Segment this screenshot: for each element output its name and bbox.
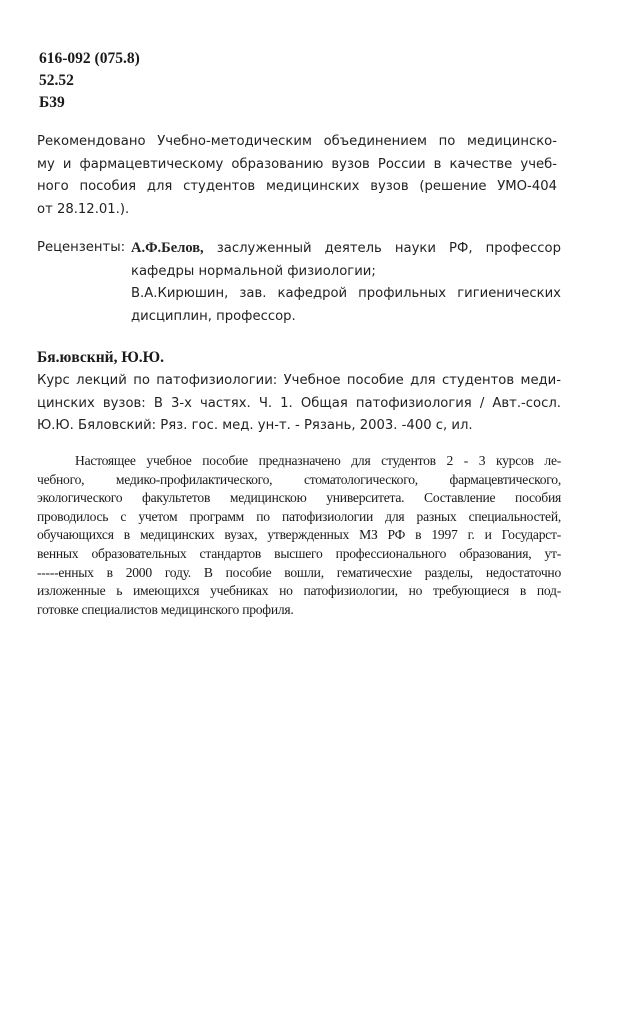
reviewer-1-desc-cont: кафедры нормальной физиологии; [131,263,376,279]
recommendation-paragraph [37,131,557,221]
reviewers-block [37,237,561,328]
udc-code: 616-092 (075.8) [39,50,140,67]
udc-classification [39,48,140,114]
recommendation-line: Рекомендовано Учебно-методическим объединением по медицинско- [37,134,557,149]
reviewer-2-line: В.А.Кирюшин, зав. кафедрой профильных гигиенических [131,286,561,301]
recommendation-line: от 28.12.01.). [37,201,130,217]
biblio-line: цинских вузов: В 3-х частях. Ч. 1. Общая патофизиология / Авт.-сосл. [37,395,561,411]
abstract-line: готовке специалистов медицинского профиля. [37,601,294,617]
abstract-line: обучающихся в медицинских вузах, утвержденных МЗ РФ в 1997 г. и Государст- [37,527,561,543]
recommendation-line: ного пособия для студентов медицинских вузов (решение УМО-404 [37,179,557,194]
bibliographic-description [37,370,561,438]
biblio-line: Курс лекций по патофизиологии: Учебное пособие для студентов меди- [37,373,561,388]
reviewer-1-name: А.Ф.Белов, [131,240,204,256]
author-mark: Б39 [39,94,65,111]
abstract-line: -----енных в 2000 году. В пособие вошли, гематичесхие разделы, недостаточно [37,564,561,580]
author-heading: Бя.ювскнй, Ю.Ю. [37,349,164,366]
reviewer-1-line [131,237,561,261]
abstract-line: Настоящее учебное пособие предназначено для студентов 2 - 3 курсов ле- [75,453,561,468]
abstract-line: изложенные ь имеющихся учебниках но патофизиологии, но требующиеся в под- [37,583,561,599]
recommendation-line: му и фармацевтическому образованию вузов России в качестве учеб- [37,156,557,172]
abstract-line: венных образовательных стандартов высшего профессионального образования, ут- [37,545,561,561]
reviewer-1-desc: заслуженный деятель науки РФ, профессор [203,241,561,256]
abstract-line: экологического факультетов медицинскою университета. Составление пособия [37,490,561,506]
reviewer-2-line-cont: дисциплин, профессор. [131,308,296,324]
abstract-line: проводилось с учетом программ по патофизиологии для разных специальностей, [37,508,561,524]
bbk-code: 52.52 [39,72,74,89]
biblio-line: Ю.Ю. Бяловский: Ряз. гос. мед. ун-т. - Рязань, 2003. -400 с, ил. [37,418,473,433]
abstract-line: чебного, медико-профилактического, стоматологического, фармацевтического, [37,471,561,487]
abstract-paragraph [37,452,561,619]
reviewers-label: Рецензенты: [37,240,126,255]
